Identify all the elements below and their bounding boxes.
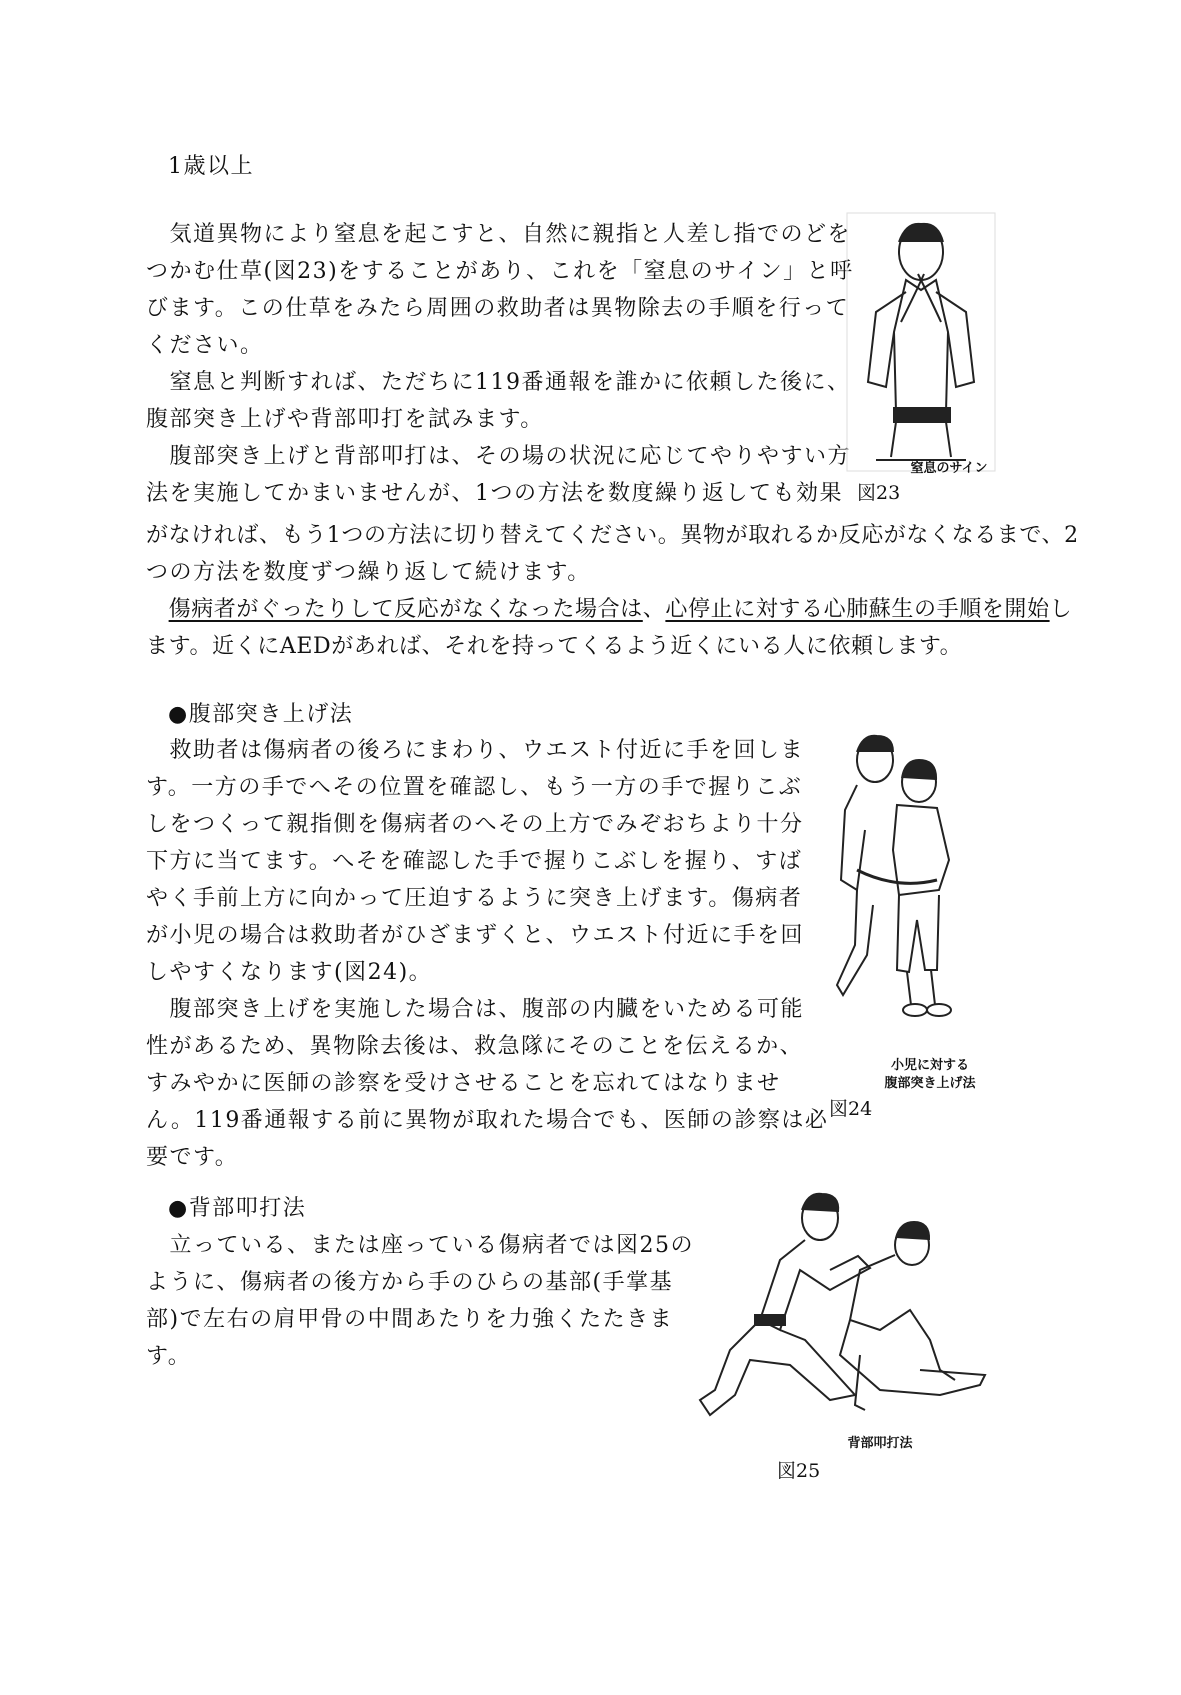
text-line: つかむ仕草(図23)をすることがあり、これを「窒息のサイン」と呼 — [146, 259, 854, 284]
abdominal-thrust-heading: ●腹部突き上げ法 — [168, 702, 354, 727]
text-line: 腹部突き上げを実施した場合は、腹部の内臓をいためる可能 — [146, 997, 805, 1022]
back-blows-heading: ●背部叩打法 — [168, 1196, 307, 1221]
text-line: 部)で左右の肩甲骨の中間あたりを力強くたたきま — [146, 1307, 674, 1332]
figure-23-label: 図23 — [857, 482, 901, 504]
text-line: 立っている、または座っている傷病者では図25の — [146, 1233, 694, 1258]
text-line: しやすくなります(図24)。 — [146, 960, 433, 985]
text-line: 法を実施してかまいませんが、1つの方法を数度繰り返しても効果 — [146, 481, 843, 506]
choking-sign-illustration — [846, 212, 996, 472]
text-line: やく手前上方に向かって圧迫するように突き上げます。傷病者 — [146, 886, 803, 911]
text-line: す。 — [146, 1344, 192, 1369]
text-line: が小児の場合は救助者がひざまずくと、ウエスト付近に手を回 — [146, 923, 805, 948]
figure-24-caption-line-2: 腹部突き上げ法 — [884, 1076, 976, 1091]
underlined-phrase: 傷病者がぐったりして反応がなくなった場合は — [168, 597, 643, 622]
text-line: がなければ、もう1つの方法に切り替えてください。異物が取れるか反応がなくなるまで、2 — [146, 523, 1079, 548]
text-line: 気道異物により窒息を起こすと、自然に親指と人差し指でのどを — [146, 222, 852, 247]
back-blows-illustration — [680, 1190, 1000, 1430]
text-line: びます。この仕草をみたら周囲の救助者は異物除去の手順を行って — [146, 296, 850, 321]
text-line: ように、傷病者の後方から手のひらの基部(手掌基 — [146, 1270, 674, 1295]
figure-24-label: 図24 — [829, 1098, 873, 1120]
text-line: しをつくって親指側を傷病者のへその上方でみぞおちより十分 — [146, 812, 804, 837]
underlined-text-line: 傷病者がぐったりして反応がなくなった場合は、心停止に対する心肺蘇生の手順を開始し — [168, 597, 1073, 622]
text-line: 要です。 — [146, 1145, 239, 1170]
figure-24-caption-line-1: 小児に対する — [890, 1058, 969, 1073]
text-line: す。一方の手でへその位置を確認し、もう一方の手で握りこぶ — [146, 775, 803, 800]
text-line: ん。119番通報する前に異物が取れた場合でも、医師の診察は必 — [146, 1108, 829, 1133]
text-line: 窒息と判断すれば、ただちに119番通報を誰かに依頼した後に、 — [146, 370, 851, 395]
text-line: 下方に当てます。へそを確認した手で握りこぶしを握り、すば — [146, 849, 803, 874]
figure-23-caption: 窒息のサイン — [910, 461, 988, 476]
text-line: 腹部突き上げと背部叩打は、その場の状況に応じてやりやすい方 — [146, 444, 852, 469]
text-line: 腹部突き上げや背部叩打を試みます。 — [146, 407, 544, 432]
child-abdominal-thrust-illustration — [827, 730, 977, 1060]
text-line: 性があるため、異物除去後は、救急隊にそのことを伝えるか、 — [146, 1034, 804, 1059]
section-heading-age: 1歳以上 — [168, 154, 254, 179]
text-line: ください。 — [146, 333, 264, 358]
figure-25-label: 図25 — [777, 1460, 821, 1482]
underlined-phrase: 心停止に対する心肺蘇生の手順を開始 — [665, 597, 1050, 622]
text-line: つの方法を数度ずつ繰り返して続けます。 — [146, 560, 591, 585]
text-line: 救助者は傷病者の後ろにまわり、ウエスト付近に手を回しま — [146, 738, 805, 763]
text-line: ます。近くにAEDがあれば、それを持ってくるよう近くにいる人に依頼します。 — [146, 634, 963, 659]
figure-25-caption: 背部叩打法 — [847, 1436, 913, 1451]
text-line: すみやかに医師の診察を受けさせることを忘れてはなりませ — [146, 1071, 781, 1096]
